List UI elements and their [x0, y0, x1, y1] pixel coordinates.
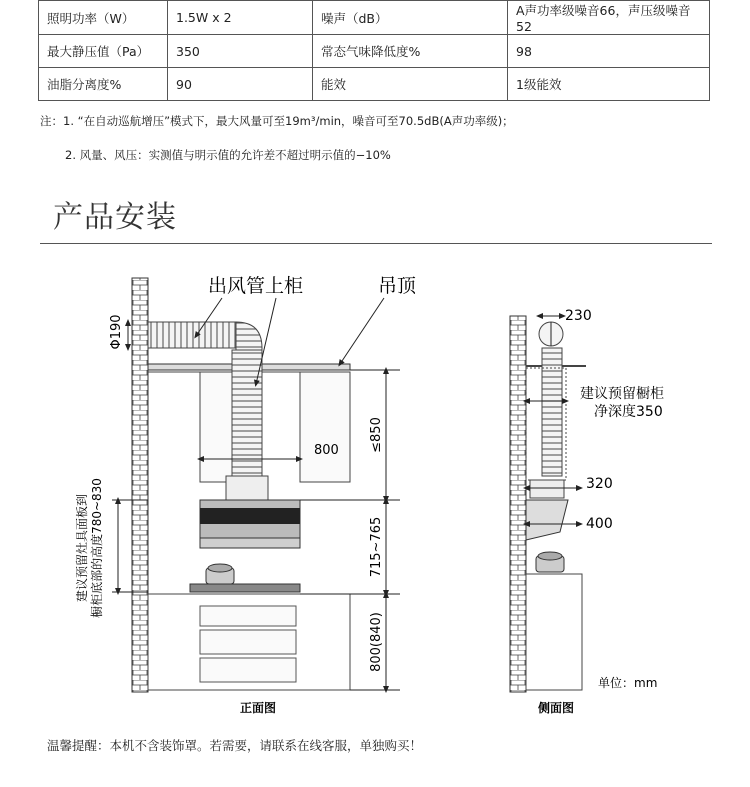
table-cell: 1级能效 — [508, 68, 710, 101]
stove-top — [190, 584, 300, 592]
side-view — [510, 308, 664, 715]
duct-horizontal — [148, 322, 236, 348]
side-counter — [526, 574, 582, 690]
note-1: 注：1. “在自动巡航增压”模式下，最大风量可至19m³/min，噪音可至70.5dB(A声功率级)； — [40, 114, 514, 128]
table-cell: 350 — [168, 35, 313, 68]
dim-hood: 715~765 — [369, 516, 384, 578]
table-cell: 最大静压值（Pa） — [39, 35, 168, 68]
note-2: 2. 风量、风压：实测值与明示值的允许差不超过明示值的−10% — [65, 148, 391, 162]
table-cell: A声功率级噪音66，声压级噪音52 — [508, 1, 710, 35]
caption-side: 侧面图 — [537, 701, 575, 715]
table-cell: 常态气味降低度% — [313, 35, 508, 68]
spec-table — [38, 0, 710, 101]
table-cell: 能效 — [313, 68, 508, 101]
side-note-line2: 净深度350 — [594, 404, 663, 420]
front-view — [74, 275, 417, 715]
installation-diagram — [0, 250, 750, 730]
section-title: 产品安装 — [53, 200, 177, 235]
side-dim-top: 230 — [565, 308, 592, 324]
side-note-line1: 建议预留橱柜 — [580, 386, 664, 402]
side-note-line1: 建议预留灶具面板到 — [75, 493, 89, 603]
front-wall — [132, 278, 148, 692]
table-row — [39, 68, 710, 101]
table-row — [39, 35, 710, 68]
upper-cabinet-right — [300, 372, 350, 482]
table-cell: 98 — [508, 35, 710, 68]
table-cell: 噪声（dB） — [313, 1, 508, 35]
table-cell: 照明功率（W） — [39, 1, 168, 35]
table-cell: 1.5W x 2 — [168, 1, 313, 35]
table-cell: 90 — [168, 68, 313, 101]
section-divider — [40, 243, 712, 244]
side-dim-mid: 320 — [586, 476, 613, 492]
dim-diameter: Φ190 — [109, 314, 124, 350]
dim-width: 800 — [314, 443, 339, 458]
side-dim-low: 400 — [586, 516, 613, 532]
unit-label: 单位：mm — [598, 676, 658, 690]
caption-front: 正面图 — [239, 701, 277, 715]
hood-chimney — [226, 476, 268, 500]
label-ceiling: 吊顶 — [378, 275, 417, 297]
table-row — [39, 1, 710, 35]
side-hood — [526, 500, 568, 540]
side-note-line2: 橱柜底部的高度780~830 — [90, 478, 104, 618]
table-cell: 油脂分离度% — [39, 68, 168, 101]
side-duct — [542, 348, 562, 476]
dim-cabinet: ≤850 — [369, 417, 384, 453]
label-duct: 出风管上柜 — [208, 275, 304, 297]
footer-note: 温馨提醒：本机不含装饰罩。若需要，请联系在线客服，单独购买！ — [47, 738, 423, 753]
side-wall — [510, 316, 526, 692]
dim-counter: 800(840) — [369, 612, 384, 672]
